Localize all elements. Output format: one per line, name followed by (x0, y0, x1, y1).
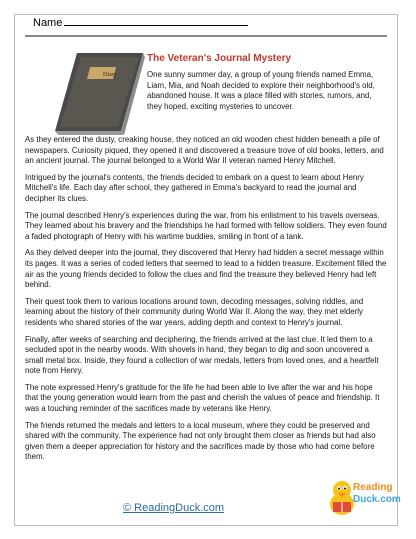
book-label: Diary (103, 72, 117, 78)
name-label: Name (33, 17, 63, 29)
logo-reading-text: Reading (353, 482, 393, 493)
story-body (25, 135, 387, 469)
paragraph: The friends returned the medals and letters to a local museum, where they could be preserved and shared with the community. The experience had not only brought them closer as friends but had also given them a deeper appreciation for history and the sacrifices made by those who had come before them. (25, 420, 376, 462)
paragraph: As they entered the dusty, creaking house, they noticed an old wooden chest hidden beneath a pile of newspapers. Curiosity piqued, they opened it and discovered a treasure trove of old books, letters, and an ancient journal. The journal belonged to a World War II veteran named Henry Mitchell. (25, 135, 384, 166)
journal-book-illustration (51, 49, 147, 137)
worksheet-page (14, 14, 401, 526)
paragraph: The note expressed Henry's gratitude for the life he had been able to live after the war and his hope that the young generation would learn from the past and cherish the values of peace and friendship. It was a touching reminder of the sacrifices made by veterans like Henry. (25, 382, 380, 414)
story-title: The Veteran's Journal Mystery (147, 53, 292, 64)
paragraph: The journal described Henry's experiences during the war, from his enlistment to his travels overseas. They learned about his bravery and the friendships he had formed with fellow soldiers. They even found a faded photograph of Henry with his wartime buddies, smiling in front of a tank. (25, 210, 387, 241)
paragraph: Their quest took them to various locations around town, decoding messages, solving riddles, and learning about the history of their community during World War II. Along the way, they met elderly residents who shared stories of the war years, adding depth and context to Henry's journal. (25, 296, 364, 327)
header-divider (25, 35, 387, 37)
readingduck-link[interactable]: © ReadingDuck.com (123, 502, 225, 514)
logo-duck-text: Duck.com (353, 494, 401, 505)
name-field-row (33, 17, 248, 29)
paragraph: Intrigued by the journal's contents, the friends decided to embark on a quest to learn about Henry Mitchell's life. Each day after school, they gathered in Emma's backyard to read the journal and decipher its clues. (25, 172, 364, 203)
readingduck-logo[interactable] (327, 470, 401, 522)
paragraph: Finally, after weeks of searching and deciphering, the friends arrived at the last clue. It led them to a secluded spot in the nearby woods. With shovels in hand, they began to dig and soon uncovered a small metal box. Inside, they found a collection of war medals, letters from loved ones, and a heartfelt note from Henry. (25, 334, 379, 376)
name-blank-line[interactable] (64, 24, 248, 26)
paragraph: As they delved deeper into the journal, they discovered that Henry had hidden a secret message within its pages. It was a series of coded letters that seemed to lead to a hidden treasure. Excitement filled the air as the young friends decided to follow the clues and find the treasure they believed Henry had left behind. (25, 248, 387, 290)
intro-paragraph: One sunny summer day, a group of young friends named Emma, Liam, Mia, and Noah decided to explore their neighborhood's old, abandoned house. It was a place filled with stories, rumors, and, they hoped, exciting mysteries to uncover. (147, 70, 375, 111)
